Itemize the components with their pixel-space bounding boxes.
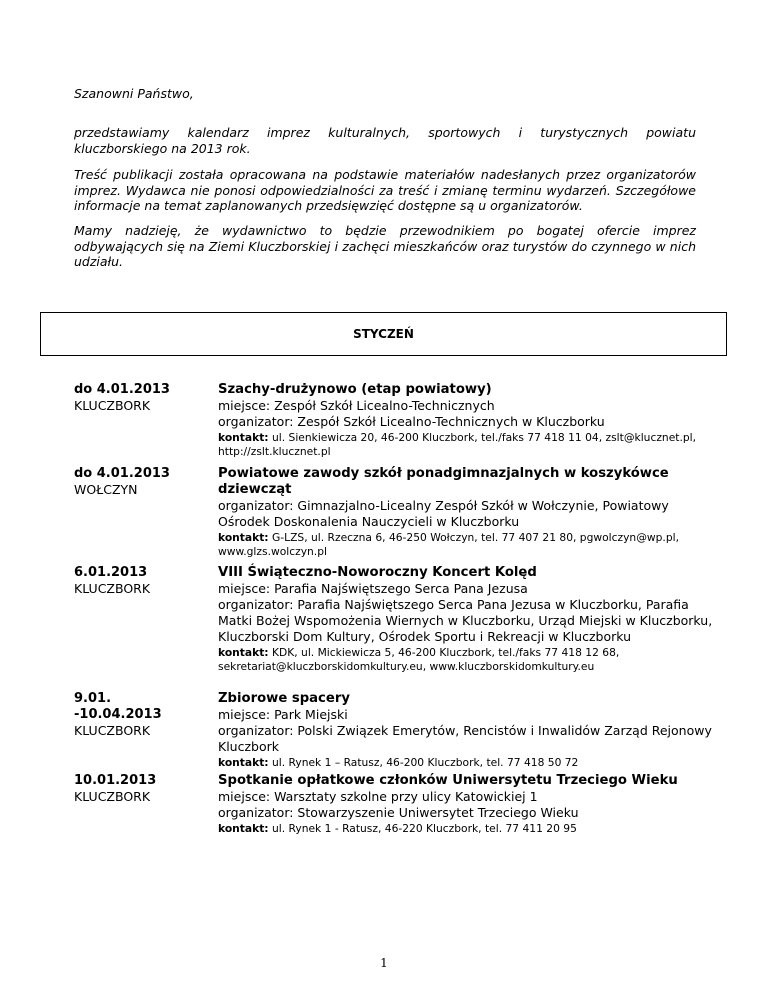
event-place: KLUCZBORK <box>74 398 151 413</box>
event-title: Zbiorowe spacery <box>218 691 350 706</box>
contact-label: kontakt: <box>218 646 269 659</box>
event-organizer: organizator: Polski Związek Emerytów, Rencistów i Inwalidów Zarząd Rejonowy Kluczbork <box>218 723 712 754</box>
event-contact <box>218 431 718 459</box>
event-place: WOŁCZYN <box>74 482 138 497</box>
intro-paragraph-1 <box>74 125 696 156</box>
contact-text: ul. Rynek 1 - Ratusz, 46-220 Kluczbork, tel. 77 411 20 95 <box>272 822 577 835</box>
month-heading-box <box>40 312 727 356</box>
event-details <box>218 773 718 836</box>
event-venue: miejsce: Parafia Najświętszego Serca Pana Jezusa <box>218 581 528 596</box>
event-contact <box>218 822 718 836</box>
event-organizer: organizator: Zespół Szkół Licealno-Technicznych w Kluczborku <box>218 414 605 429</box>
event-date: do 4.01.2013 <box>74 382 170 397</box>
event-date: 6.01.2013 <box>74 565 148 580</box>
month-heading: STYCZEŃ <box>353 327 414 341</box>
event-date-block <box>74 382 212 414</box>
contact-text: ul. Sienkiewicza 20, 46-200 Kluczbork, tel./faks 77 418 11 04, zslt@klucznet.pl, http://zslt.klucznet.pl <box>218 431 697 458</box>
contact-label: kontakt: <box>218 822 269 835</box>
event-contact <box>218 531 718 559</box>
event-title: Szachy-drużynowo (etap powiatowy) <box>218 382 492 397</box>
event-date-block <box>74 691 174 739</box>
event-title: Powiatowe zawody szkół ponadgimnazjalnych w koszykówce dziewcząt <box>218 466 669 497</box>
event-date: do 4.01.2013 <box>74 466 170 481</box>
event-venue: miejsce: Zespół Szkół Licealno-Technicznych <box>218 398 495 413</box>
intro-paragraph-3: Mamy nadzieję, że wydawnictwo to będzie przewodnikiem po bogatej ofercie imprez odbywających się na Ziemi Kluczborskiej i zachęci mieszkańców oraz turystów do czynnego w nich udziału. <box>74 223 696 269</box>
contact-label: kontakt: <box>218 431 269 444</box>
contact-label: kontakt: <box>218 756 269 769</box>
event-details <box>218 382 718 459</box>
event-organizer: organizator: Parafia Najświętszego Serca Pana Jezusa w Kluczborku, Parafia Matki Bożej Wspomożenia Wiernych w Kluczborku, Urząd Miejski w Kluczborku, Kluczborski Dom Kultury, Ośrodek Sportu i Rekreacji w Kluczborku <box>218 597 713 644</box>
event-date-block <box>74 773 212 805</box>
event-contact <box>218 756 718 770</box>
event-date: 9.01. -10.04.2013 <box>74 691 162 722</box>
event-organizer: organizator: Gimnazjalno-Licealny Zespół Szkół w Wołczynie, Powiatowy Ośrodek Doskonalenia Nauczycieli w Kluczborku <box>218 498 669 529</box>
intro-paragraph-1-line-2: kluczborskiego na 2013 rok. <box>74 140 251 156</box>
event-date: 10.01.2013 <box>74 773 157 788</box>
intro-paragraph-2: Treść publikacji została opracowana na podstawie materiałów nadesłanych przez organizatorów imprez. Wydawca nie ponosi odpowiedzialności za treść i zmianę terminu wydarzeń. Szczegółowe informacje na temat zaplanowanych przedsięwzięć dostępne są u organizatorów. <box>74 167 696 213</box>
event-details <box>218 466 718 559</box>
contact-text: KDK, ul. Mickiewicza 5, 46-200 Kluczbork, tel./faks 77 418 12 68, sekretariat@kluczborskidomkultury.eu, www.kluczborskidomkultury.eu <box>218 646 620 673</box>
contact-label: kontakt: <box>218 531 269 544</box>
event-organizer: organizator: Stowarzyszenie Uniwersytet Trzeciego Wieku <box>218 805 579 820</box>
event-date-block <box>74 466 212 498</box>
event-place: KLUCZBORK <box>74 581 151 596</box>
event-contact <box>218 646 718 674</box>
greeting: Szanowni Państwo, <box>74 86 194 101</box>
event-date-block <box>74 565 212 597</box>
event-place: KLUCZBORK <box>74 789 151 804</box>
event-details <box>218 691 718 770</box>
event-title: VIII Świąteczno-Noworoczny Koncert Kolęd <box>218 565 537 580</box>
event-venue: miejsce: Park Miejski <box>218 707 348 722</box>
contact-text: ul. Rynek 1 – Ratusz, 46-200 Kluczbork, tel. 77 418 50 72 <box>272 756 579 769</box>
event-title: Spotkanie opłatkowe członków Uniwersytetu Trzeciego Wieku <box>218 773 678 788</box>
page-number: 1 <box>380 956 388 970</box>
event-venue: miejsce: Warsztaty szkolne przy ulicy Katowickiej 1 <box>218 789 538 804</box>
event-place: KLUCZBORK <box>74 723 151 738</box>
event-details <box>218 565 718 674</box>
contact-text: G-LZS, ul. Rzeczna 6, 46-250 Wołczyn, tel. 77 407 21 80, pgwolczyn@wp.pl, www.glzs.wolczyn.pl <box>218 531 679 558</box>
intro-paragraph-1-line-1: przedstawiamy kalendarz imprez kulturalnych, sportowych i turystycznych powiatu <box>74 125 696 140</box>
